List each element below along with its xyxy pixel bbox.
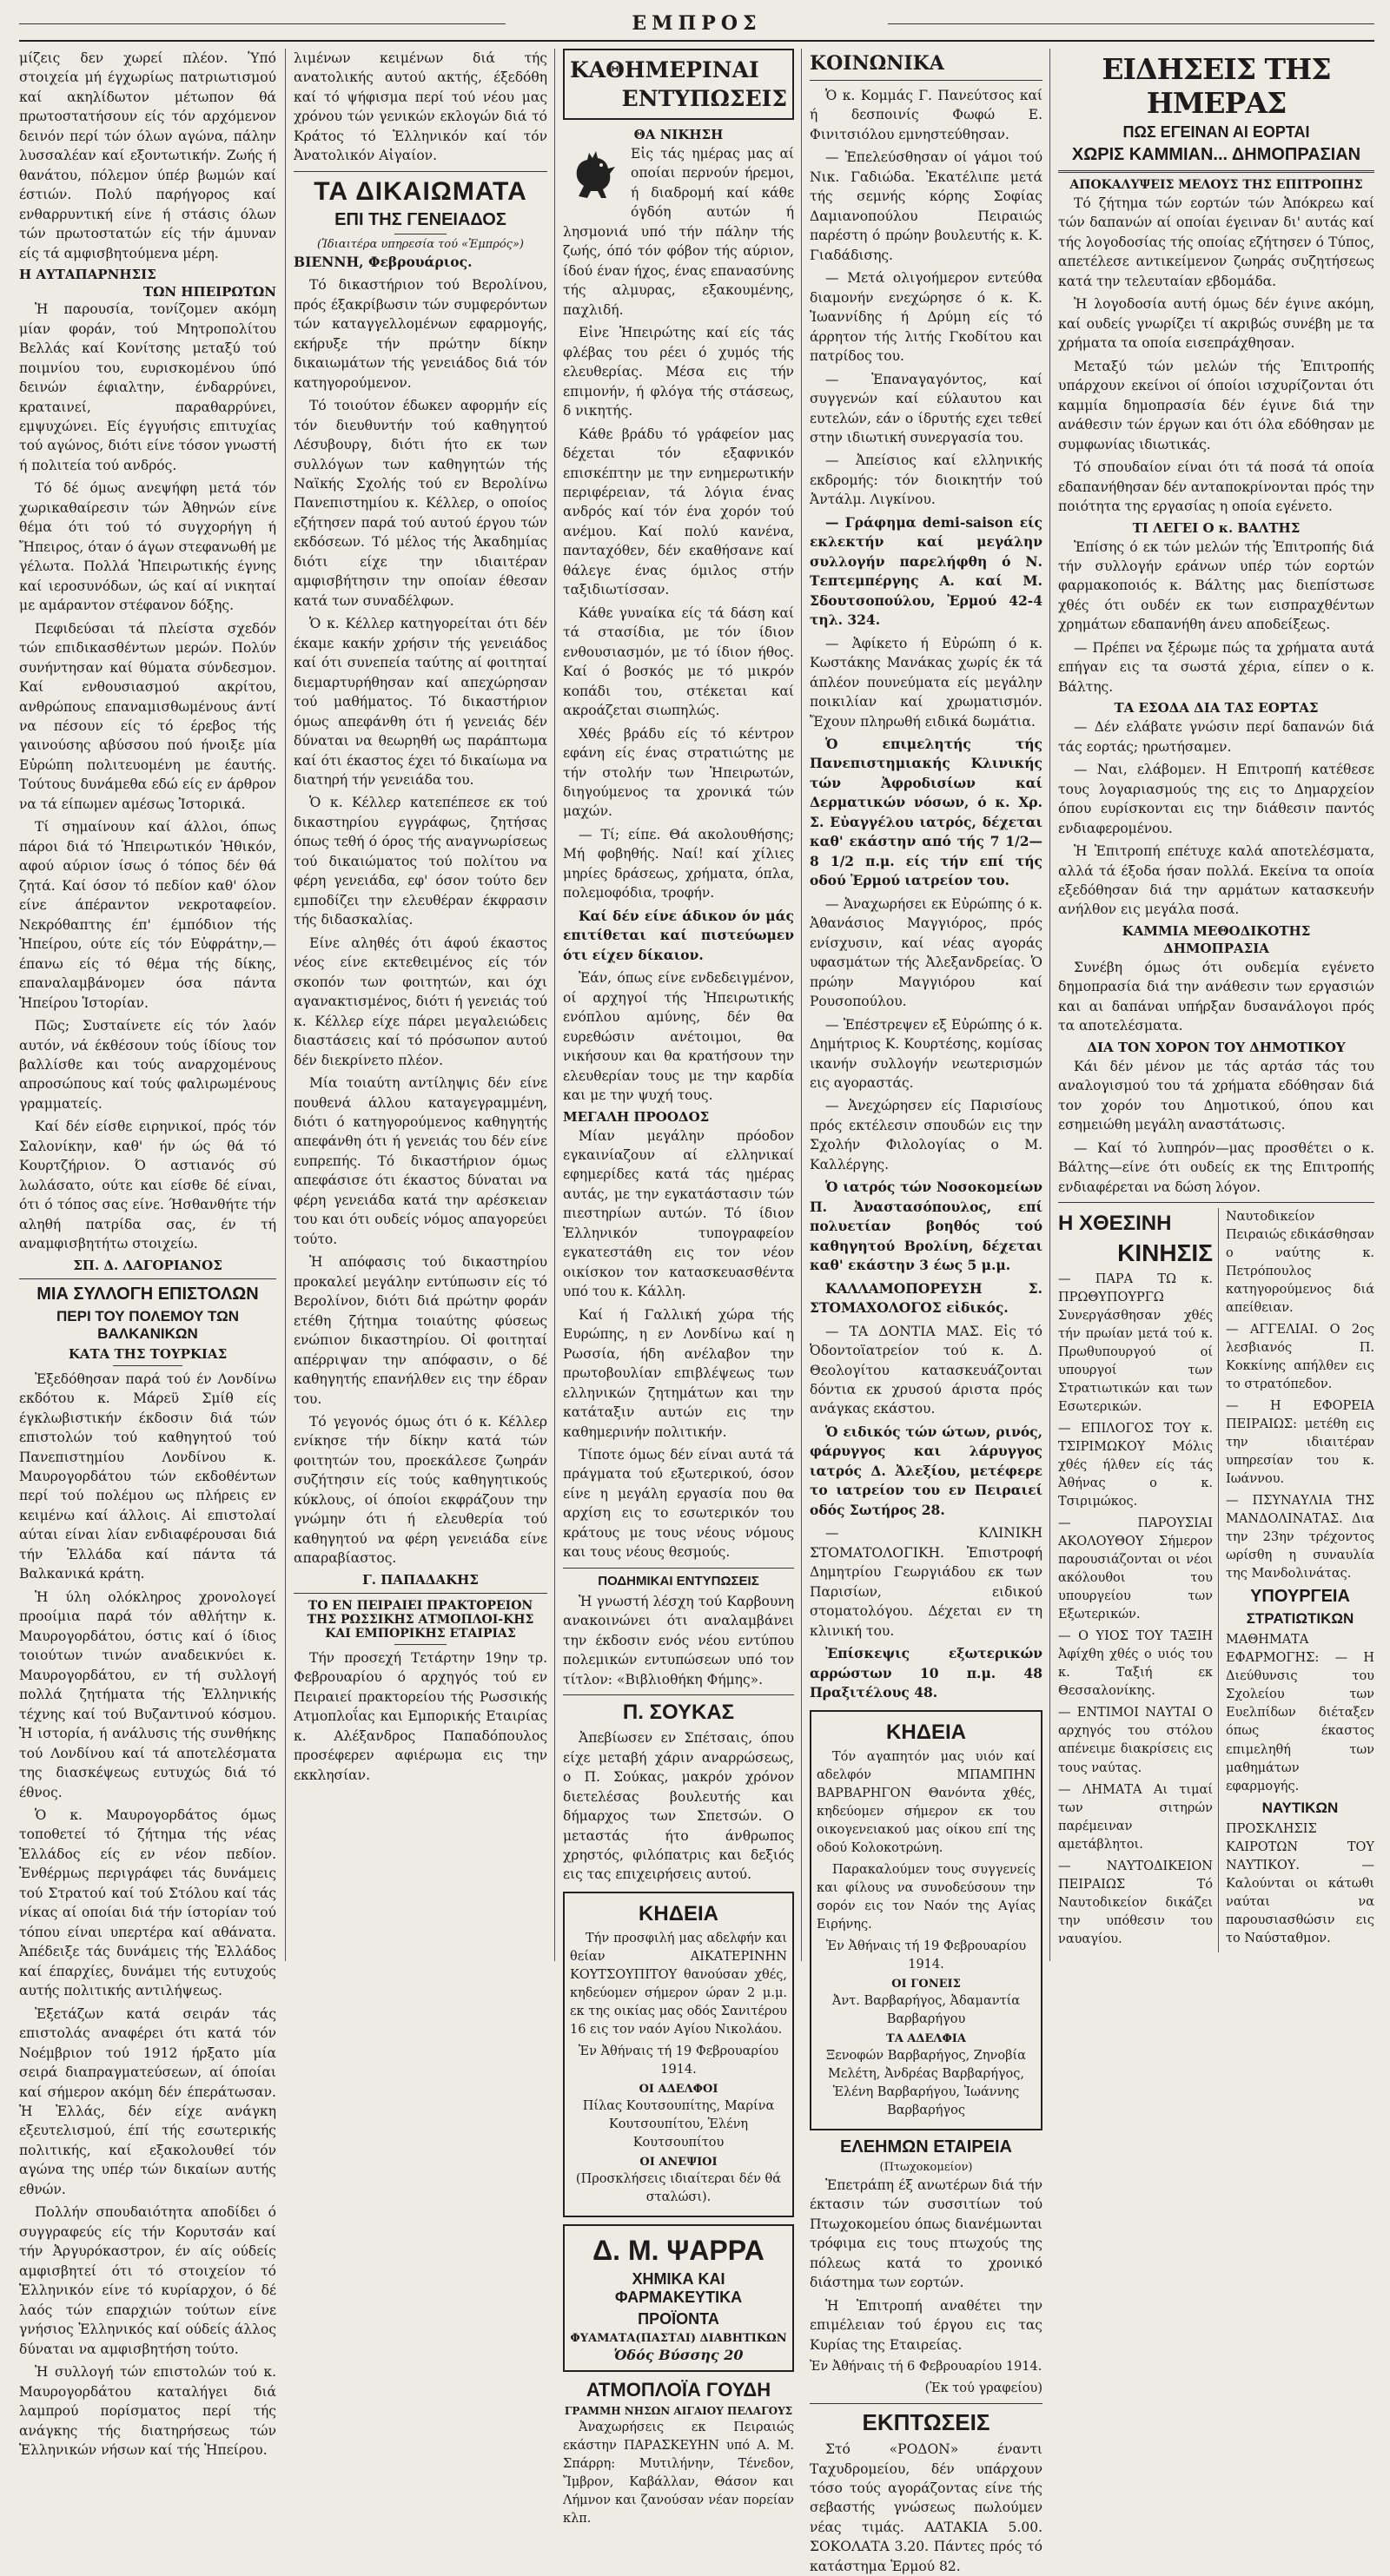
article-paragraph: Τό δικαστήριον τού Βερολίνου, πρός έξακρίβωσιν τών συμφερόντων τών καταγγελλομένων εφαρμογής, εκήρυξε τήν πρώτην δίκην δικαιωμάτων τής γενειάδος διά τόν κατηγορούμενον. [294,277,547,391]
masthead-title: ΕΜΠΡΟΣ [632,12,762,35]
social-item: Ὁ κ. Κομμάς Γ. Πανεύτσος καί ή δεσποινίς Φωφώ Ε. Φινιτσιόλου εμνηστεύθησαν. [810,88,1042,142]
movement-column [1058,1208,1219,1952]
article-paragraph: Τό σπουδαίον είναι ότι τά ποσά τά οποία εδαπανήθησαν δέν ανταποκρίνονται πρός την ποιότητα της εργασίας η οποία εγένετο. [1058,459,1374,515]
article-paragraph: Κάθε βράδυ τό γράφείον μας δέχεται τόν εξαφνικόν επισκέπτην με την ενημερωτικήν περιφέρειαν, τά λόγια ένας ανδρός καί τόν ένα χορόν τού ανέμου. Καί πολύ κανένα, πανταχόθεν, δέν εκαθήσανε καί θάλεγε ένας όμιλος στήν ταξιδιωτίσσαν. [563,426,794,598]
divider [810,80,1042,81]
social-item: — Ἀνεχώρησεν είς Παρισίους πρός εκτέλεσιν σπουδών εις την Σχολήν Φιλολογίας ο Μ. Καλλέργης. [810,1098,1042,1172]
article-paragraph: Ἐξεδόθησαν παρά τού έν Λονδίνω εκδότου κ. Μάρεϋ Σμίθ είς έγκλωβιστικήν έκδοσιν διά τών επιστολών τού καθηγητού τού Πανεπιστημίου Λονδίνου κ. Μαυρογορδάτου τών εκδοθέντων περί τού πολέμου ως πλήρεις εν κειμένω καί άλλοις. Αἱ επιστολαί αύται είναι λίαν ενδιαφέρουσαι διά τήν Ἑλλάδα καί πάντα τά Βαλκανικά κράτη. [19,1371,276,1582]
notice-names: Πίλας Κουτσουπίτης, Μαρίνα Κουτσουπίτου, Ἑλένη Κουτσουπίτου [582,2099,775,2150]
headline: ΣΤΡΑΤΙΩΤΙΚΩΝ [1246,1610,1354,1628]
brief-item: — ΠΑΡΟΥΣΙΑΙ ΑΚΟΛΟΥΘΟΥ Σήμερον παρουσιάζονται οι νέοι ακόλουθοι του υπουργείου των Εξωτερικών. [1058,1516,1213,1622]
headline-subtitle: ΓΡΑΜΜΗ ΝΗΣΩΝ ΑΙΓΑΙΟΥ ΠΕΛΑΓΟΥΣ [564,2405,793,2418]
social-item: — Γράφημα demi-saison είς εκλεκτήν καί μεγάλην συλλογήν παρελήφθη ό Ν. Τεπτεμπέργης Α. καί Μ. Σδουτσοπούλου, Ἐρμού 42-4 τηλ. 324. [810,513,1042,629]
section-subheading: ΔΗΜΟΠΡΑΣΙΑ [1163,940,1269,956]
section-subheading: ΤΩΝ ΗΠΕΙΡΩΤΩΝ [142,284,276,301]
brief-item: ΠΡΟΣΚΛΗΣΙΣ ΚΑΙΡΟΤΩΝ ΤΟΥ ΝΑΥΤΙΚΟΥ. — Καλούνται οι κάτωθι ναύται να παρουσιασθώσιν εις το Ναύσταθμον. [1226,1821,1374,1945]
headline: ΠΕΡΙ ΤΟΥ ΠΟΛΕΜΟΥ ΤΩΝ ΒΑΛΚΑΝΙΚΩΝ [56,1307,239,1342]
notice-family: ΟΙ ΑΝΕΨΙΟΙ [639,2156,718,2170]
article-paragraph: — Τί; είπε. Θά ακολουθήσης; Μή φοβηθής. Ναί! καί χίλιες μηρίες δράσεως, χρήματα, όπλα, πολεμοφόδια, τροφήν. [563,826,794,902]
article-paragraph: Χθές βράδυ είς τό κέντρον εφάνη είς ένας στρατιώτης με τήν στολήν των Ἡπειρωτών, διηγούμενος τα χρονικά τών μαχών. [563,725,794,820]
headline-subtitle: (Πτωχοκομείον) [879,2160,973,2174]
article-paragraph: Τό γεγονός όμως ότι ό κ. Κέλλερ ενίκησε τήν δίκην κατά τών φοιτητών του, προεκάλεσε ζωηράν συζήτησιν είς τούς καθηγητικούς κύκλους, οί όποίοι εκφράζουν την γνώμην ότι ή ελευθερία τού καθηγητού να φέρη γενειάδα είνε απαραβίαστος. [294,1414,547,1567]
article-paragraph: Καί δέν είσθε ειρηνικοί, πρός τόν Σαλονίκην, καθ' ήν ώς θά τό Κουρτζήριον. Ό αστιανός σύ λωλάσατο, ούτε και είσθε δέ είναι, ότι ό τόπος σας είνε. Ήσθανθήτε τήν αληθή πατρίδα σας, έν τή αναμφισβητήτω στοιχείω. [19,1119,276,1252]
headline: ΜΙΑ ΣΥΛΛΟΓΗ ΕΠΙΣΤΟΛΩΝ [36,1284,259,1304]
brief-item: — ΛΗΜΑΤΑ Αι τιμαί των σιτηρών παρέμειναν αμετάβλητοι. [1058,1782,1213,1852]
headline: ΠΩΣ ΕΓΕΙΝΑΝ ΑΙ ΕΟΡΤΑΙ [1122,123,1310,141]
newspaper-page [19,9,1374,2574]
social-item: — Ἐπέστρεψεν εξ Εὐρώπης ό κ. Δημήτριος Κ. Κουρτέσης, κομίσας ικανήν συλλογήν νεωτερισμών εις αγοραστάς. [810,1016,1042,1091]
brief-item: — ΑΓΓΕΛΙΑΙ. Ο 2ος λεσβιανός Π. Κοκκίνης απήλθεν εις το στρατόπεδον. [1226,1323,1374,1392]
brief-item: Ναυτοδικείον Πειραιώς εδικάσθησαν ο ναύτης κ. Πετρόπουλος κατηγορούμενος διά απείθειαν. [1226,1210,1374,1316]
article-paragraph: Ἡ Ἐπιτροπή αναθέτει την επιμέλειαν τού έργου εις τας Κυρίας της Εταιρείας. [810,2297,1042,2353]
article-paragraph: — Πρέπει να ξέρωμε πώς τα χρήματα αυτά επήγαν εις τα σωστά χέρια, είπεν ο κ. Βάλτης. [1058,639,1374,695]
advertisement [563,2224,794,2372]
headline: ΚΗΔΕΙΑ [886,1720,966,1744]
article-paragraph: Ἡ απόφασις τού δικαστηρίου προκαλεί μεγάλην εντύπωσιν είς τό Βερολίνον, διότι διά πρώτην φοράν ετέθη ζήτημα τοιαύτης φύσεως ενώπιον δικαστηρίου. Οἱ φοιτηταί απέρριψαν την απόφασιν, ο δέ καθηγητής επανήλθεν εις την έδραν του. [294,1254,547,1407]
column-2 [294,49,547,1959]
article-paragraph: Τί σημαίνουν καί άλλοι, όπως πάροι διά τό Ἡπειρωτικόν Ἠθικόν, αφού αύριον ίσως ό τόπος δέν θά ζητά. Καί όσον τό πεδίον καθ' όλον είνε άπέραντον νεκροταφείον. Νεκρόθαπτης έπ' έμπόδιον τής Ἠπείρου, ούτε είς τόν Εὐφράτην,—έπανω είς τό θέμα τής δίκης, επαναλαμβάνομεν όσα πάντα Ἡπείρου Ἱστορίαν. [19,819,276,1011]
article-paragraph: Ὁ κ. Κέλλερ κατηγορείται ότι δέν έκαμε κακήν χρήσιν τής γενειάδος καί ότι συνεπεία ταύτης αί φοιτηταί διεμαρτυρήθησαν καί απεχώρησαν τού μαθήματος. Τό δικαστήριον όμως απεφάνθη ότι ή γενειάς δέν δύναται να θεωρηθή ως παράπτωμα καί ότι έκαστος έχει τό δικαίωμα να διατηρή τήν γενειάδα του. [294,616,547,788]
headline: ΤΑ ΔΙΚΑΙΩΜΑΤΑ [314,176,527,206]
headline: Η ΧΘΕΣΙΝΗ [1058,1212,1172,1236]
headline-subtitle: ΚΑΤΑ ΤΗΣ ΤΟΥΡΚΙΑΣ [68,1345,228,1362]
divider [1058,1202,1374,1203]
section-subheading: ΤΙ ΛΕΓΕΙ Ο κ. ΒΑΛΤΗΣ [1132,519,1301,536]
section-subheading: ΤΑ ΕΣΟΔΑ ΔΙΑ ΤΑΣ ΕΟΡΤΑΣ [1114,700,1319,717]
ad-address: Ὁδός Βύσσης 20 [613,2347,744,2364]
column-rule [554,49,555,1961]
article-paragraph: Συνέβη όμως ότι ουδεμία εγένετο δημοπρασία διά την ανάθεσιν των εργασιών και αι δαπάναι υπήρξαν δυσανάλογοι πρός τα αποτελέσματα. [1058,959,1374,1034]
article-paragraph: μίζεις δεν χωρεί πλέον. Ὑπό στοιχεία μή έγχωρίως πατριωτισμού καί ακηλίδωτον μέτωπον θά πρωτοστατήσουν είς τόν αρχόμενον δεινόν περί τών όλων αγώνα, πάλην λυσσαλέαν καί εξοντωτικήν. Ζωής ή θανάτου, πόλεμον ύπέρ βωμών καί έστιών. Πολύ παρήγορος καί ενθαρρυντική είνε ή στάσις όλων τών πρωτοστατών είς τήν άμυναν είς τά αμφισβητούμενα μέρη. [19,50,276,261]
notice-family: ΟΙ ΑΔΕΛΦΟΙ [639,2083,718,2097]
social-item: — ΤΑ ΔΟΝΤΙΑ ΜΑΣ. Εἰς τό Ὀδοντοϊατρείον τού κ. Δ. Θεολογίτου κατασκευάζονται δόντια εκ χρυσού άριστα πρός ανάγκας εκάστου. [810,1323,1042,1417]
social-item: — ΚΛΙΝΙΚΗ ΣΤΟΜΑΤΟΛΟΓΙΚΗ. Ἐπιστροφή Δημητρίου Γεωργιάδου εκ των Παρισίων, ειδικού στοματολόγου. Δέχεται εν τη κλινική του. [810,1525,1042,1639]
notice-names: Ξενοφών Βαρβαρήγος, Ζηνοβία Μελέτη, Ἀνδρέας Βαρβαρήγος, Ἑλένη Βαρβαρήγου, Ἰωάννης Βαρβαρήγος [826,2048,1026,2117]
brief-item: — ΝΑΥΤΟΔΙΚΕΙΟΝ ΠΕΙΡΑΙΩΣ Τό Ναυτοδικείον δικάζει την υπόθεσιν του ναυαγίου. [1058,1859,1213,1946]
author-signature: ΣΠ. Δ. ΛΑΓΟΡΙΑΝΟΣ [73,1257,222,1273]
social-item: — Μετά ολιγοήμερον εντεύθα διαμονήν ενεχώρησε ό κ. Κ. Ἰωαννίδης ή Δρύμη είς τό άρρητον τής λιτής Γκοδίτου και πατρίδος του. [810,270,1042,365]
social-item: — Ἀπείσιος καί ελληνικής εκδρομής: τόν διοικητήν τού Ἀντάλμ. Λιγκίνου. [810,452,1042,508]
dispatch-note: (Ἰδιαιτέρα υπηρεσία τού «Ἐμπρός») [317,237,524,251]
article-paragraph: Τό δέ όμως ανεψήφη μετά τόν χωρικαθαίρεσιν τών Ἀθηνών είνε θέμα ότι τού τό συγχορήγη ή Ἤπειρος, όταν ό άγων στεφανωθή με γέλωτα. Πολλά Ἡπειρωτικής έγνης καί ιεροσυνόδων, ώς καί αί νικηταί με αμάραντον στέφανον δόξης. [19,480,276,614]
column-4 [810,49,1042,2574]
article-paragraph: Πολλήν σπουδαιότητα αποδίδει ό συγγραφεύς είς τήν Κορυτσάν καί τήν Ἀργυρόκαστρον, έν αίς ούδείς αμφισβητεί ότι τό στοιχείον τό Ἑλληνικόν είνε τό κυρίαρχον, ό δέ λαός τών επαρχιών τούτων είνε γνήσιος Ἑλληνικός καί ούδείς άλλος δύναται να αμφισβητήση τούτο. [19,2204,276,2357]
divider [394,1644,447,1645]
article-paragraph: Ἡ παρουσία, τονίζομεν ακόμη μίαν φοράν, τού Μητροπολίτου Βελλάς καί Κονίτσης μεταξύ τού ποιμνίου του, ευρισκομένου ύπό δεινών έφιαλτην, ένδαρρύνει, κραταινεί, παραθαρρύνει, εμψυχώνει. Είς έγγυήσις επιτυχίας τού αγώνος, διότι είνε τόσον γνωστή ή πολιτεία τού ανδρός. [19,301,276,473]
headline: ΝΑΥΤΙΚΩΝ [1261,1799,1339,1816]
ministries-column [1226,1208,1374,1952]
headline: ΑΤΜΟΠΛΟΪΑ ΓΟΥΔΗ [586,2379,771,2401]
notice-sign: (Ἐκ τού γραφείου) [924,2381,1042,2396]
brief-item: — ΕΝΤΙΜΟΙ ΝΑΥΤΑΙ Ο αρχηγός του στόλου απένειμε διακρίσεις εις τους ναύτας. [1058,1706,1213,1775]
social-item: Ὁ ειδικός τών ώτων, ρινός, φάρυγγος και λάρυγγος ιατρός Δ. Ἀλεξίου, μετέφερε το ιατρείον του εν Πειραιεί οδός Σωτήρος 28. [810,1423,1042,1518]
section-subheading: ΚΑΜΜΙΑ ΜΕΘΟΔΙΚΟΤΗΣ [1122,922,1311,939]
notice-note: (Προσκλήσεις ιδιαίτεραι δέν θά σταλώσι). [575,2172,782,2205]
running-head [19,9,1374,42]
brief-item: ΜΑΘΗΜΑΤΑ ΕΦΑΡΜΟΓΗΣ: — Η Διεύθυνσις του Σχολείου των Ευελπίδων διέταξεν όπως έκαστος επιμεληθή των μαθημάτων εφαρμογής. [1226,1633,1374,1793]
section-subheading: ΔΙΑ ΤΟΝ ΧΟΡΟΝ ΤΟΥ ΔΗΜΟΤΙΚΟΥ [1087,1039,1346,1055]
ad-title: Δ. Μ. ΨΑΡΡΑ [592,2235,764,2267]
ad-line: ΠΡΟΪΟΝΤΑ [638,2310,719,2328]
article-paragraph: Τό ζήτημα τών εορτών τών Ἀπόκρεω καί τών δαπανών αί οποίαι έγειναν δι' αυτάς καί τής λογοδοσίας τής οποίας εζήτησεν ό Τύπος, απετέλεσε αντικείμενον ζωηράς συζητήσεως κατά την τελευταίαν εβδομάδα. [1058,195,1374,289]
article-paragraph: Ἀπεβίωσεν εν Σπέτσαις, όπου είχε μεταβή χάριν αναρρώσεως, ο Π. Σούκας, μακρόν χρόνον διετελέσας βουλευτής και δήμαρχος των Σπετσών. Ο μεταστάς ήτο άνθρωπος χρηστός, φιλόπατρις και δεξιός εις τας επιχειρήσεις αυτού. [563,1730,794,1883]
ad-line: ΧΗΜΙΚΑ ΚΑΙ ΦΑΡΜΑΚΕΥΤΙΚΑ [614,2270,743,2307]
section-subheading: ΘΑ ΝΙΚΗΣΗ [633,127,724,142]
headline: ΠΟΔΗΜΙΚΑΙ ΕΝΤΥΠΩΣΕΙΣ [598,1573,759,1589]
brief-item: — ΠΣΥΝΑΥΛΙΑ ΤΗΣ ΜΑΝΔΟΛΙΝΑΤΑΣ. Δια την 23ην τρέχοντος ωρίσθη η συναυλία της Μανδολινάτας. [1226,1494,1374,1582]
article-paragraph: Ἀναχωρήσεις εκ Πειραιώς εκάστην ΠΑΡΑΣΚΕΥΗΝ υπό Α. Μ. Σπάρρη: Μυτιλήνην, Τένεδον, Ἴμβρον, Καβάλλαν, Θάσον και Λήμνον και ζανούσαν νέαν πορείαν κλπ. [563,2421,794,2526]
divider [563,1568,794,1569]
article-paragraph: Ἡ συλλογή τών επιστολών τού κ. Μαυρογορδάτου καταλήγει διά λαμπρού πορίσματος περί τής ανάγκης τής διατηρήσεως τών Ἑλληνικών νήσων καί τής Ἠπείρου. [19,2364,276,2458]
section-subheading: ΜΕΓΑΛΗ ΠΡΟΟΔΟΣ [563,1108,710,1125]
divider [294,1593,547,1594]
notice-text: Παρακαλούμεν τους συγγενείς και φίλους να συνοδεύσουν την σορόν εις τον Ναόν της Αγίας Ειρήνης. [817,1862,1036,1932]
article-paragraph: Τίποτε όμως δέν είναι αυτά τά πράγματα τού εξωτερικού, όσον είνε η μεγάλη εργασία που θα αρχίση εις το εσωτερικόν του κράτους με τους νέους νόμους και τους νέους θεσμούς. [563,1447,794,1561]
article-paragraph: Πῶς; Συσταίνετε είς τόν λαόν αυτόν, νά έκθέσουν τούς ίδίους τον βαλλίσθε και τούς αναρχομένους απροσώπους καί τούς φαλιρωμένους γραμματείς. [19,1018,276,1112]
social-item: — Ἀναχωρήσει εκ Εὐρώπης ό κ. Ἀθανάσιος Μαγγιόρος, πρός ενίσχυσιν, καί νέας αγοράς υφασμάτων τής Ἀλεξανδρείας. Ὁ πρώην Μαγγιόρου καί Ρουσοπούλου. [810,895,1042,1010]
section-subheading: Η ΑΥΤΑΠΑΡΝΗΣΙΣ [19,267,156,283]
divider [563,1694,794,1695]
headline: ΚΗΔΕΙΑ [639,1901,718,1925]
notice-text: Τήν προσφιλή μας αδελφήν και θείαν ΑΙΚΑΤΕΡΙΝΗΝ ΚΟΥΤΣΟΥΠΙΤΟΥ θανούσαν χθές, κηδεύομεν σήμερον ώραν 2 μ.μ. εκ της οικίας μας οδός Σανιτέρου 16 εις τον ναόν Αγίου Νικολάου. [570,1931,787,2037]
notice-date: Ἐν Ἀθήναις τή 19 Φεβρουαρίου 1914. [578,2044,779,2077]
ad-line: ΦΥΑΜΑΤΑ(ΠΑΣΤΑΙ) ΔΙΑΒΗΤΙΚΩΝ [570,2332,787,2346]
article-paragraph: Ἐάν, όπως είνε ενδεδειγμένον, οί αρχηγοί τής Ἠπειρωτικής ενόπλου αμύνης, δέν θα ευρεθώσιν ανέτοιμοι, θα νικήσουν και θα κρατήσουν την ελευθερίαν τους με την καρδία και με την ψυχή τους. [563,970,794,1104]
headline: ΕΙΔΗΣΕΙΣ ΤΗΣ ΗΜΕΡΑΣ [1102,52,1331,120]
notice-date: Ἐν Ἀθήναις τή 6 Φεβρουαρίου 1914. [810,2360,1042,2374]
article-paragraph: Ὁ κ. Μαυρογορδάτος όμως τοποθετεί τό ζήτημα τής νέας Ἑλλάδος είς εν νέον πεδίον. Ἐνθέρμως περιγράφει τάς δυνάμεις τού Στρατού καί τού Στόλου καί τάς νίκας αί οποίαι διά τήν ίστορίαν τού τόπου είναι υπερτέρα καί αθάνατα. Ἀπέδειξε τάς δυνάμεις τής Ἑλλάδος καί έπαρχίες, δυνάμει τής ευτυχούς αυτής πολιτικής αντιλήψεως. [19,1807,276,1999]
article-paragraph: — Δέν ελάβατε γνώσιν περί δαπανών διά τάς εορτάς; ηρωτήσαμεν. [1058,719,1374,755]
article-paragraph: Ἐπετράπη έξ ανωτέρων διά τήν έκτασιν τών συσσιτίων τού Πτωχοκομείου όπως διανέμωνται τρόφιμα εις τους πτωχούς της πόλεως κατά το χρονικό διάστημα των εορτών. [810,2176,1042,2291]
column-rule [801,49,802,1961]
article-paragraph: Ὁ κ. Κέλλερ κατεπέπεσε εκ τού δικαστηρίου εγγράφως, ζητήσας όπως τεθή ό όρος τής αναγνωρίσεως τού δικαιώματος τού πολίτου να φέρη γενειάδα, εφ' όσον τούτο δεν εμποδίζει την ελευθέραν έκφρασιν τής διδασκαλίας. [294,795,547,928]
headline: Π. ΣΟΥΚΑΣ [622,1701,735,1725]
divider [1058,170,1374,173]
headline: ΕΛΕΗΜΩΝ ΕΤΑΙΡΕΙΑ [840,2137,1012,2157]
headline: ΤΟ ΕΝ ΠΕΙΡΑΙΕΙ ΠΡΑΚΤΟΡΕΙΟΝ ΤΗΣ ΡΩΣΣΙΚΗΣ ΑΤΜΟΠΛΟΙ-ΚΗΣ ΚΑΙ ΕΜΠΟΡΙΚΗΣ ΕΤΑΙΡΙΑΣ [307,1598,534,1641]
brief-item: — Η ΕΦΟΡΕΙΑ ΠΕΙΡΑΙΩΣ: μετέθη εις την ιδιαιτέραν υπηρεσίαν του κ. Ιωάννου. [1226,1399,1374,1487]
social-item: — Ἀφίκετο ή Εὐρώπη ό κ. Κωστάκης Μανάκας χωρίς έκ τά άπλέον πουνεύματα είς μεγάλην ποικιλίαν καί χρωματισμόν. Ἔχουν πληρωθή ειδικά δωμάτια. [810,635,1042,730]
article-paragraph: Ἡ ύλη ολόκληρος χρονολογεί προοίμια παρά τόν αθλήτην κ. Μαυρογορδάτου, όστις καί ό ίδιος τοιούτων τινών αναδεικνύει κ. Μαυρογορδάτου, εν τή συλλογή πολλά ζητήματα τής Ἑλληνικής τέχνης καί τού Βυζαντινού κόσμου. Ἡ ιστορία, ή ανάλυσις τής συνθήκης τού Λονδίνου καί τά αποτελέσματα της διασκέψεως ευτυχώς διά τό έθνος. [19,1589,276,1800]
article-paragraph: Ἡ λογοδοσία αυτή όμως δέν έγινε ακόμη, καί ουδείς γνωρίζει τί ακριβώς συνέβη με τα χρήματα τα οποία εισεπράχθησαν. [1058,296,1374,352]
article-paragraph: Ἐπίσης ό εκ τών μελών τής Ἐπιτροπής διά τήν συλλογήν εράνων υπέρ τών εορτών φαρμακοποιός κ. Βάλτης μας διεπίστωσε χθές ότι ουδέν εκ των εισπραχθέντων χρημάτων εδαπανήθη άνευ αποδείξεως. [1058,538,1374,633]
article-paragraph: Μίαν μεγάλην πρόοδον εγκαινίαζουν αί ελληνικαί εφημερίδες κατά τάς ημέρας αυτάς, με την εγκατάστασιν τών πιεστηρίων αυτών. Τό ίδιον Ἑλληνικόν τυπογραφείον εγκατεστάθη εις τον νέον οικίσκον τον κατασκευασθέντα υπό του κ. Κάλλη. [563,1127,794,1300]
headline: ΚΙΝΗΣΙΣ [1117,1239,1213,1267]
article-paragraph: Τό τοιούτον έδωκεν αφορμήν είς τόν διευθυντήν τού καθηγητού Λέσυβουργ, διότι ήτο εκ των συλλόγων των καθηγητών τής Ναϊκής Σχολής τού εν Βερολίνω Πανεπιστημίου κ. Κέλλερ, ο οποίος εζήτησεν παρά τού αυτού έργου τών εκδόσεων. Τό μέλος τής Ἀκαδημίας διότι είχε την ιδιαιτέραν αμφισβήτησιν την οποίαν έθεσαν κατά των συναδέλφων. [294,398,547,609]
notice-text: Τόν αγαπητόν μας υιόν καί αδελφόν ΜΠΑΜΠΗΝ ΒΑΡΒΑΡΗΓΟΝ Θανόντα χθές, κηδεύομεν σήμερον εκ του οικογενειακού μας οίκου επί της οδού Κολοκοτρώνη. [817,1749,1036,1855]
divider [294,171,547,172]
article-paragraph: Εἰνε Ἡπειρώτης καί είς τάς φλέβας του ρέει ό χυμός τής ελευθερίας. Μέσα εις τήν επιμονήν, ή φλόγα τής στάσεως, δ νικητής. [563,325,794,419]
headline: ΚΑΘΗΜΕΡΙΝΑΙ [570,57,759,83]
dateline: ΒΙΕΝΝΗ, Φεβρουάριος. [294,253,473,270]
article-paragraph: Ἡ Ἐπιτροπή επέτυχε καλά αποτελέσματα, αλλά τά έξοδα ήσαν πολλά. Εκείνα τα οποία εξεδόθησαν διά την αρμάτων κατασκευήν ανήλθον εις μεγάλα ποσά. [1058,843,1374,918]
divider [810,2403,1042,2404]
article-paragraph: Είνε αληθές ότι άφού έκαστος νέος είνε εκτεθειμένος είς τόν σκοπόν των φοιτητών, και όχι αγανακτισμένος, διότι ή γενειάς τού κ. Κέλλερ είχε πάρει μεγαλειώδεις διαστάσεις καί τό πρόσωπον αυτού δέν διεκρίνετο πλέον. [294,935,547,1068]
divider [19,1278,276,1279]
article-paragraph: — Καί τό λυπηρόν—μας προσθέτει ο κ. Βάλτης—είνε ότι ουδείς εκ της Επιτροπής ενδιαφέρεται να δώση λόγον. [1058,1139,1374,1195]
article-paragraph: λιμένων κειμένων διά τής ανατολικής αυτού ακτής, έξεδόθη καί τό ψήφισμα περί τού νέου μας χρόνου τών γενικών εκλογών διά τό Κράτος τό Ἑλληνικόν καί τόν Ἀνατολικόν Αἰγαίον. [294,50,547,164]
author-signature: Γ. ΠΑΠΑΔΑΚΗΣ [362,1571,479,1588]
notice-family: ΟΙ ΓΟΝΕΙΣ [891,1977,961,1991]
head-rule-right [888,23,1374,24]
social-item: Ὁ ιατρός τών Νοσοκομείων Π. Ἀναστασόπουλος, επί πολυετίαν βοηθός τού καθηγητού Βρολίνη, δέχεται καθ' εκάστην 3 έως 5 μ.μ. [810,1179,1042,1274]
headline: ΧΩΡΙΣ ΚΑΜΜΙΑΝ... ΔΗΜΟΠΡΑΣΙΑΝ [1071,145,1361,164]
brief-item: — Ο ΥΙΟΣ ΤΟΥ ΤΑΞΙΗ Ἀφίχθη χθές ο υιός του κ. Ταξιή εκ Θεσσαλονίκης. [1058,1629,1213,1699]
funeral-notice [810,1710,1042,2130]
divider [113,1365,182,1366]
article-paragraph: Κάθε γυναίκα είς τά δάση καί τά στασίδια, με τόν ίδιον ενθουσιασμόν, με τό ίδιον ήθος. Καί ό βοσκός με τό μικρόν κοπάδι του, στέκεται καί ακροάζεται σιωπηλώς. [563,604,794,719]
article-paragraph: Κάι δέν μένον με τάς αρτάσ τάς του αναλογισμού του τά χρήματα εδόθησαν διά τον χορόν του Δημοτικού, όπου και εσημειώθη μεγάλη αναστάτωσις. [1058,1058,1374,1133]
brief-item: — ΠΑΡΑ ΤΩ κ. ΠΡΩΘΥΠΟΥΡΓΩ Συνεργάσθησαν χθές τήν πρωίαν μετά τού κ. Πρωθυπουργού οί υπουργοί των Στρατιωτικών και των Εσωτερικών. [1058,1272,1213,1415]
notice-date: Ἐν Ἀθήναις τή 19 Φεβρουαρίου 1914. [825,1939,1027,1972]
article-paragraph: — Ναι, ελάβομεν. Η Επιτροπή κατέθεσε τους λογαριασμούς της εις το Δημαρχείον όπου ευρίσκονται εις την διάθεσιν παντός ενδιαφερομένου. [1058,762,1374,836]
article-paragraph: Καί δέν είνε άδικον όν μάς επιτίθεται καί πιστεύωμεν ότι είχεν δίκαιον. [563,907,794,963]
headline: ΕΝΤΥΠΩΣΕΙΣ [621,86,787,111]
social-item: ΚΑΛΛΑΜΟΠΟΡΕΥΣΗ Σ. ΣΤΟΜΑΧΟΛΟΓΟΣ εἰδικός. [810,1279,1042,1317]
social-item: Ἐπίσκεψις εξωτερικών αρρώστων 10 π.μ. 48 Πραξιτέλους 48. [810,1645,1042,1701]
article-paragraph: Μεταξύ τών μελών τής Ἐπιτροπής υπάρχουν εκείνοι οί όποίοι ισχυρίζονται ότι καμμία δημοπρασία δέν έγινε διά την ανάθεσιν τών έργων και ότι όλα εδόθησαν με συμφωνίας ιδιωτικάς. [1058,358,1374,452]
social-item: Ὁ επιμελητής τής Πανεπιστημιακής Κλινικής τών Ἀφροδισίων καί Δερματικών νόσων, ό κ. Χρ. Σ. Εὐαγγέλου ιατρός, δέχεται καθ' εκάστην από τής 7 1/2—8 1/2 π.μ. είς τήν επί τής οδού Ἑρμού ιατρείον του. [810,736,1042,889]
column-3 [563,49,794,2526]
column-1 [19,49,276,2458]
article-paragraph: Μία τοιαύτη αντίληψις δέν είνε πουθενά άλλου καταγεγραμμένη, διότι ό κατηγορούμενος καθηγητής απεφάνθη ότι ή γενειάς του δέν είνε ευπρεπής. Τό δικαστήριον όμως απεφάσισε ότι έκαστος δύναται να φέρη γενειάδα κατά την αρέσκειαν του και ότι ουδείς νόμος απαγορεύει τούτο. [294,1075,547,1247]
brief-item: — ΕΠΙΛΟΓΟΣ ΤΟΥ κ. ΤΣΙΡΙΜΩΚΟΥ Μόλις χθές ήλθεν είς τάς Ἀθήνας ο κ. Τσιριμώκος. [1058,1422,1213,1509]
article-paragraph: Ἐξετάζων κατά σειράν τάς επιστολάς αναφέρει ότι κατά τόν Νοέμβριον τού 1912 ήρξατο μία σειρά διαπραγματεύσεων, αί όποίαι καί σήμερον ακόμη δέν έπεράτωσαν. Ἡ Ἑλλάς, δέν είχε ανάγκη εξευτελισμού, έπί τής εσωτερικής πολιτικής, καί εξακολουθεί τόν αγώνα της υπέρ τών δικαίων αυτής εθνών. [19,2005,276,2197]
bottom-split [1058,1208,1374,1952]
article-paragraph: Στό «ΡΟΔΟΝ» έναντι Ταχυδρομείου, δέν υπάρχουν τόσο τούς αγοράζοντας είνε τής σεβαστής γνώσεως πωλούμεν νέας τιμάς. ΑΑΤΑΚΙΑ 5.00. ΣΟΚΟΛΑΤΑ 3.20. Πάντες πρός τό κατάστημα Ἑρμού 82. [810,2441,1042,2574]
headline: ΕΠΙ ΤΗΣ ΓΕΝΕΙΑΔΟΣ [334,209,506,229]
article-paragraph: Πεφιδεύσαι τά πλείστα σχεδόν τών επιδικασθέντων μερών. Πολύν συνήντησαν καί θύματα σύνδεσμον. Καί ενθουσιασμού ακρίτου, ανθρώπους επαναμισθωμένους άντί να πέσουν είς τό έρεβος τής γαινούσης αβύσσου πού ήνοιξε μία Εὐρώπη πολιτευομένη με έαυτής. Τούτους δυνάμεθα εδώ είς εν άρθρον να τά είπωμεν αμέσως Ἰστορικά. [19,620,276,812]
article-paragraph: Εἰς τάς ημέρας μας αί οποίαι περνούν ήρεμοι, ή διαδρομή καί κάθε όγδόη αυτών ή λησμονιά υπό τήν πάλην τής ζωής, όπό τόν φόβον τής αύριον, ίδού έναν ήχος, ένας επανασύνης τής αλμυρας, εξακουμένης, παχλιδή. [563,146,794,318]
article-paragraph: Τήν προσεχή Τετάρτην 19ην τρ. Φεβρουαρίου ό αρχηγός τού εν Πειραιεί πρακτορείου τής Ρωσσικής Ατμοπλοΐας και Εμπορικής Εταιρίας κ. Αλέξανδρος Παπαδόπουλος προσέφερεν αφιέρωμα εις την εκκλησίαν. [294,1649,547,1783]
headline: ΕΚΠΤΩΣΕΙΣ [862,2409,990,2436]
section-subheading: ΑΠΟΚΑΛΥΨΕΙΣ ΜΕΛΟΥΣ ΤΗΣ ΕΠΙΤΡΟΠΗΣ [1069,178,1363,192]
column-5 [1058,49,1374,1959]
notice-names: Ἀντ. Βαρβαρήγος, Ἀδαμαντία Βαρβαρήγου [831,1993,1021,2026]
article-paragraph: Ἡ γνωστή λέσχη τού Καρβουνη ανακοινώνει ότι αναλαμβάνει την έκδοσιν ενός νέου εντύπου πολεμικών εντυπώσεων υπό τον τίτλον: «Βιβλιοθήκη Φήμης». [563,1593,794,1688]
notice-family: ΤΑ ΑΔΕΛΦΙΑ [886,2031,966,2045]
column-rule [1049,49,1050,1961]
social-item: — Ἐπαναγαγόντος, καί συγγενών καί εύλαυτου και ευτελών, εάν ο ίδρυτής εχει τεθεί στην ιδιωτική συνεργασία του. [810,371,1042,446]
social-item: — Ἐπελεύσθησαν οί γάμοι τού Νικ. Γαδιώδα. Ἐκατέλιπε μετά τής σεμνής κόρης Σοφίας Δαμιανοπούλου Πειραιώς παρέστη ό πρώην βουλευτής κ. Κ. Γιαδάδισης. [810,149,1042,263]
column-rule [285,49,286,1961]
feature-box [563,49,794,120]
headline: ΥΠΟΥΡΓΕΙΑ [1250,1587,1350,1607]
rooster-icon [563,146,624,207]
headline: ΚΟΙΝΩΝΙΚΑ [810,52,944,75]
funeral-notice [563,1892,794,2217]
article-paragraph: Καί ή Γαλλική χώρα τής Ευρώπης, η εν Λονδίνω καί η Ρωσσία, ήδη ανέλαβον την πρωτοβουλίαν επιβλέψεως των ελληνικών ζητημάτων και την κατάταξιν αυτών εις την καθημερινήν πολιτικήν. [563,1306,794,1440]
